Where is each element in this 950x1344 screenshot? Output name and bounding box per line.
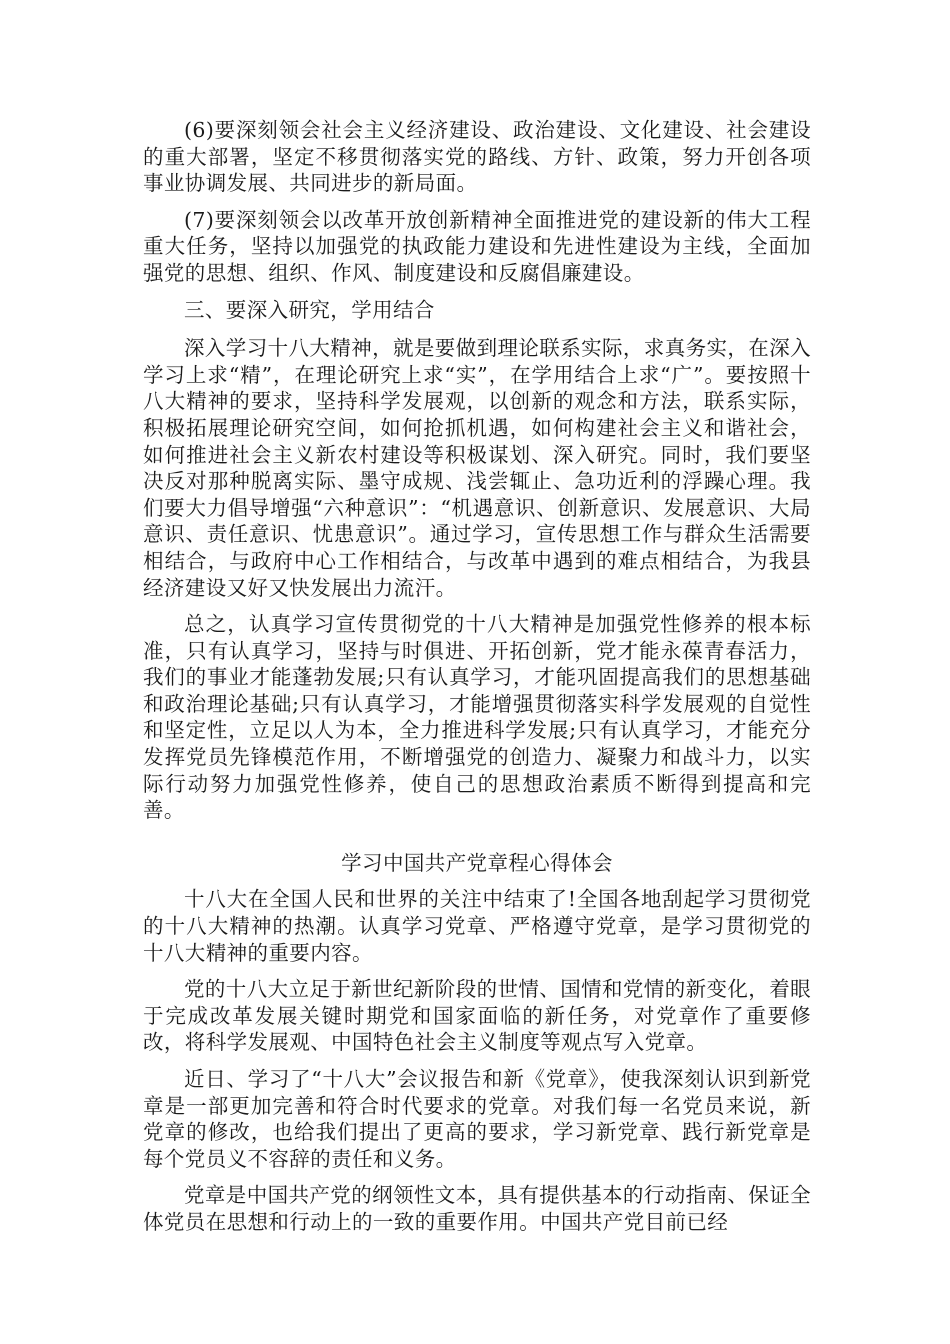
paragraph-7: (7)要深刻领会以改革开放创新精神全面推进党的建设新的伟大工程重大任务，坚持以加强党的执政能力建设和先进性建设为主线，全面加强党的思想、组织、作风、制度建设和反腐倡廉建设。 xyxy=(143,207,811,285)
paragraph-6: (6)要深刻领会社会主义经济建设、政治建设、文化建设、社会建设的重大部署，坚定不移贯彻落实党的路线、方针、政策，努力开创各项事业协调发展、共同进步的新局面。 xyxy=(143,118,811,196)
paragraph-study-research: 深入学习十八大精神，就是要做到理论联系实际，求真务实，在深入学习上求“精”，在理论研究上求“实”，在学用结合上求“广”。要按照十八大精神的要求，坚持科学发展观，以创新的观念和方法，联系实际，积极拓展理论研究空间，如何抢抓机遇，如何构建社会主义和谐社会，如何推进社会主义新农村建设等积极谋划、深入研究。同时，我们要坚决反对那种脱离实际、墨守成规、浅尝辄止、急功近利的浮躁心理。我们要大力倡导增强“六种意识”：“机遇意识、创新意识、发展意识、大局意识、责任意识、忧患意识”。通过学习，宣传思想工作与群众生活需要相结合，与政府中心工作相结合，与改革中遇到的难点相结合，为我县经济建设又好又快发展出力流汗。 xyxy=(143,336,811,600)
section-heading: 三、要深入研究，学用结合 xyxy=(184,297,435,322)
paragraph-article-4: 党章是中国共产党的纲领性文本，具有提供基本的行动指南、保证全体党员在思想和行动上的一致的重要作用。中国共产党目前已经 xyxy=(143,1183,811,1234)
document-page xyxy=(143,117,811,1246)
paragraph-article-1: 十八大在全国人民和世界的关注中结束了!全国各地刮起学习贯彻党的十八大精神的热潮。认真学习党章、严格遵守党章，是学习贯彻党的十八大精神的重要内容。 xyxy=(143,887,811,965)
paragraph-conclusion: 总之，认真学习宣传贯彻党的十八大精神是加强党性修养的根本标准，只有认真学习，坚持与时俱进、开拓创新，党才能永葆青春活力，我们的事业才能蓬勃发展;只有认真学习，才能巩固提高我们的思想基础和政治理论基础;只有认真学习，才能增强贯彻落实科学发展观的自觉性和坚定性，立足以人为本，全力推进科学发展;只有认真学习，才能充分发挥党员先锋模范作用，不断增强党的创造力、凝聚力和战斗力，以实际行动努力加强党性修养，使自己的思想政治素质不断得到提高和完善。 xyxy=(143,612,811,823)
article-title: 学习中国共产党章程心得体会 xyxy=(341,850,613,875)
paragraph-article-2: 党的十八大立足于新世纪新阶段的世情、国情和党情的新变化，着眼于完成改革发展关键时期党和国家面临的新任务，对党章作了重要修改，将科学发展观、中国特色社会主义制度等观点写入党章。 xyxy=(143,977,811,1055)
paragraph-article-3: 近日、学习了“十八大”会议报告和新《党章》，使我深刻认识到新党章是一部更加完善和符合时代要求的党章。对我们每一名党员来说，新党章的修改，也给我们提出了更高的要求，学习新党章、践行新党章是每个党员义不容辞的责任和义务。 xyxy=(143,1067,811,1171)
